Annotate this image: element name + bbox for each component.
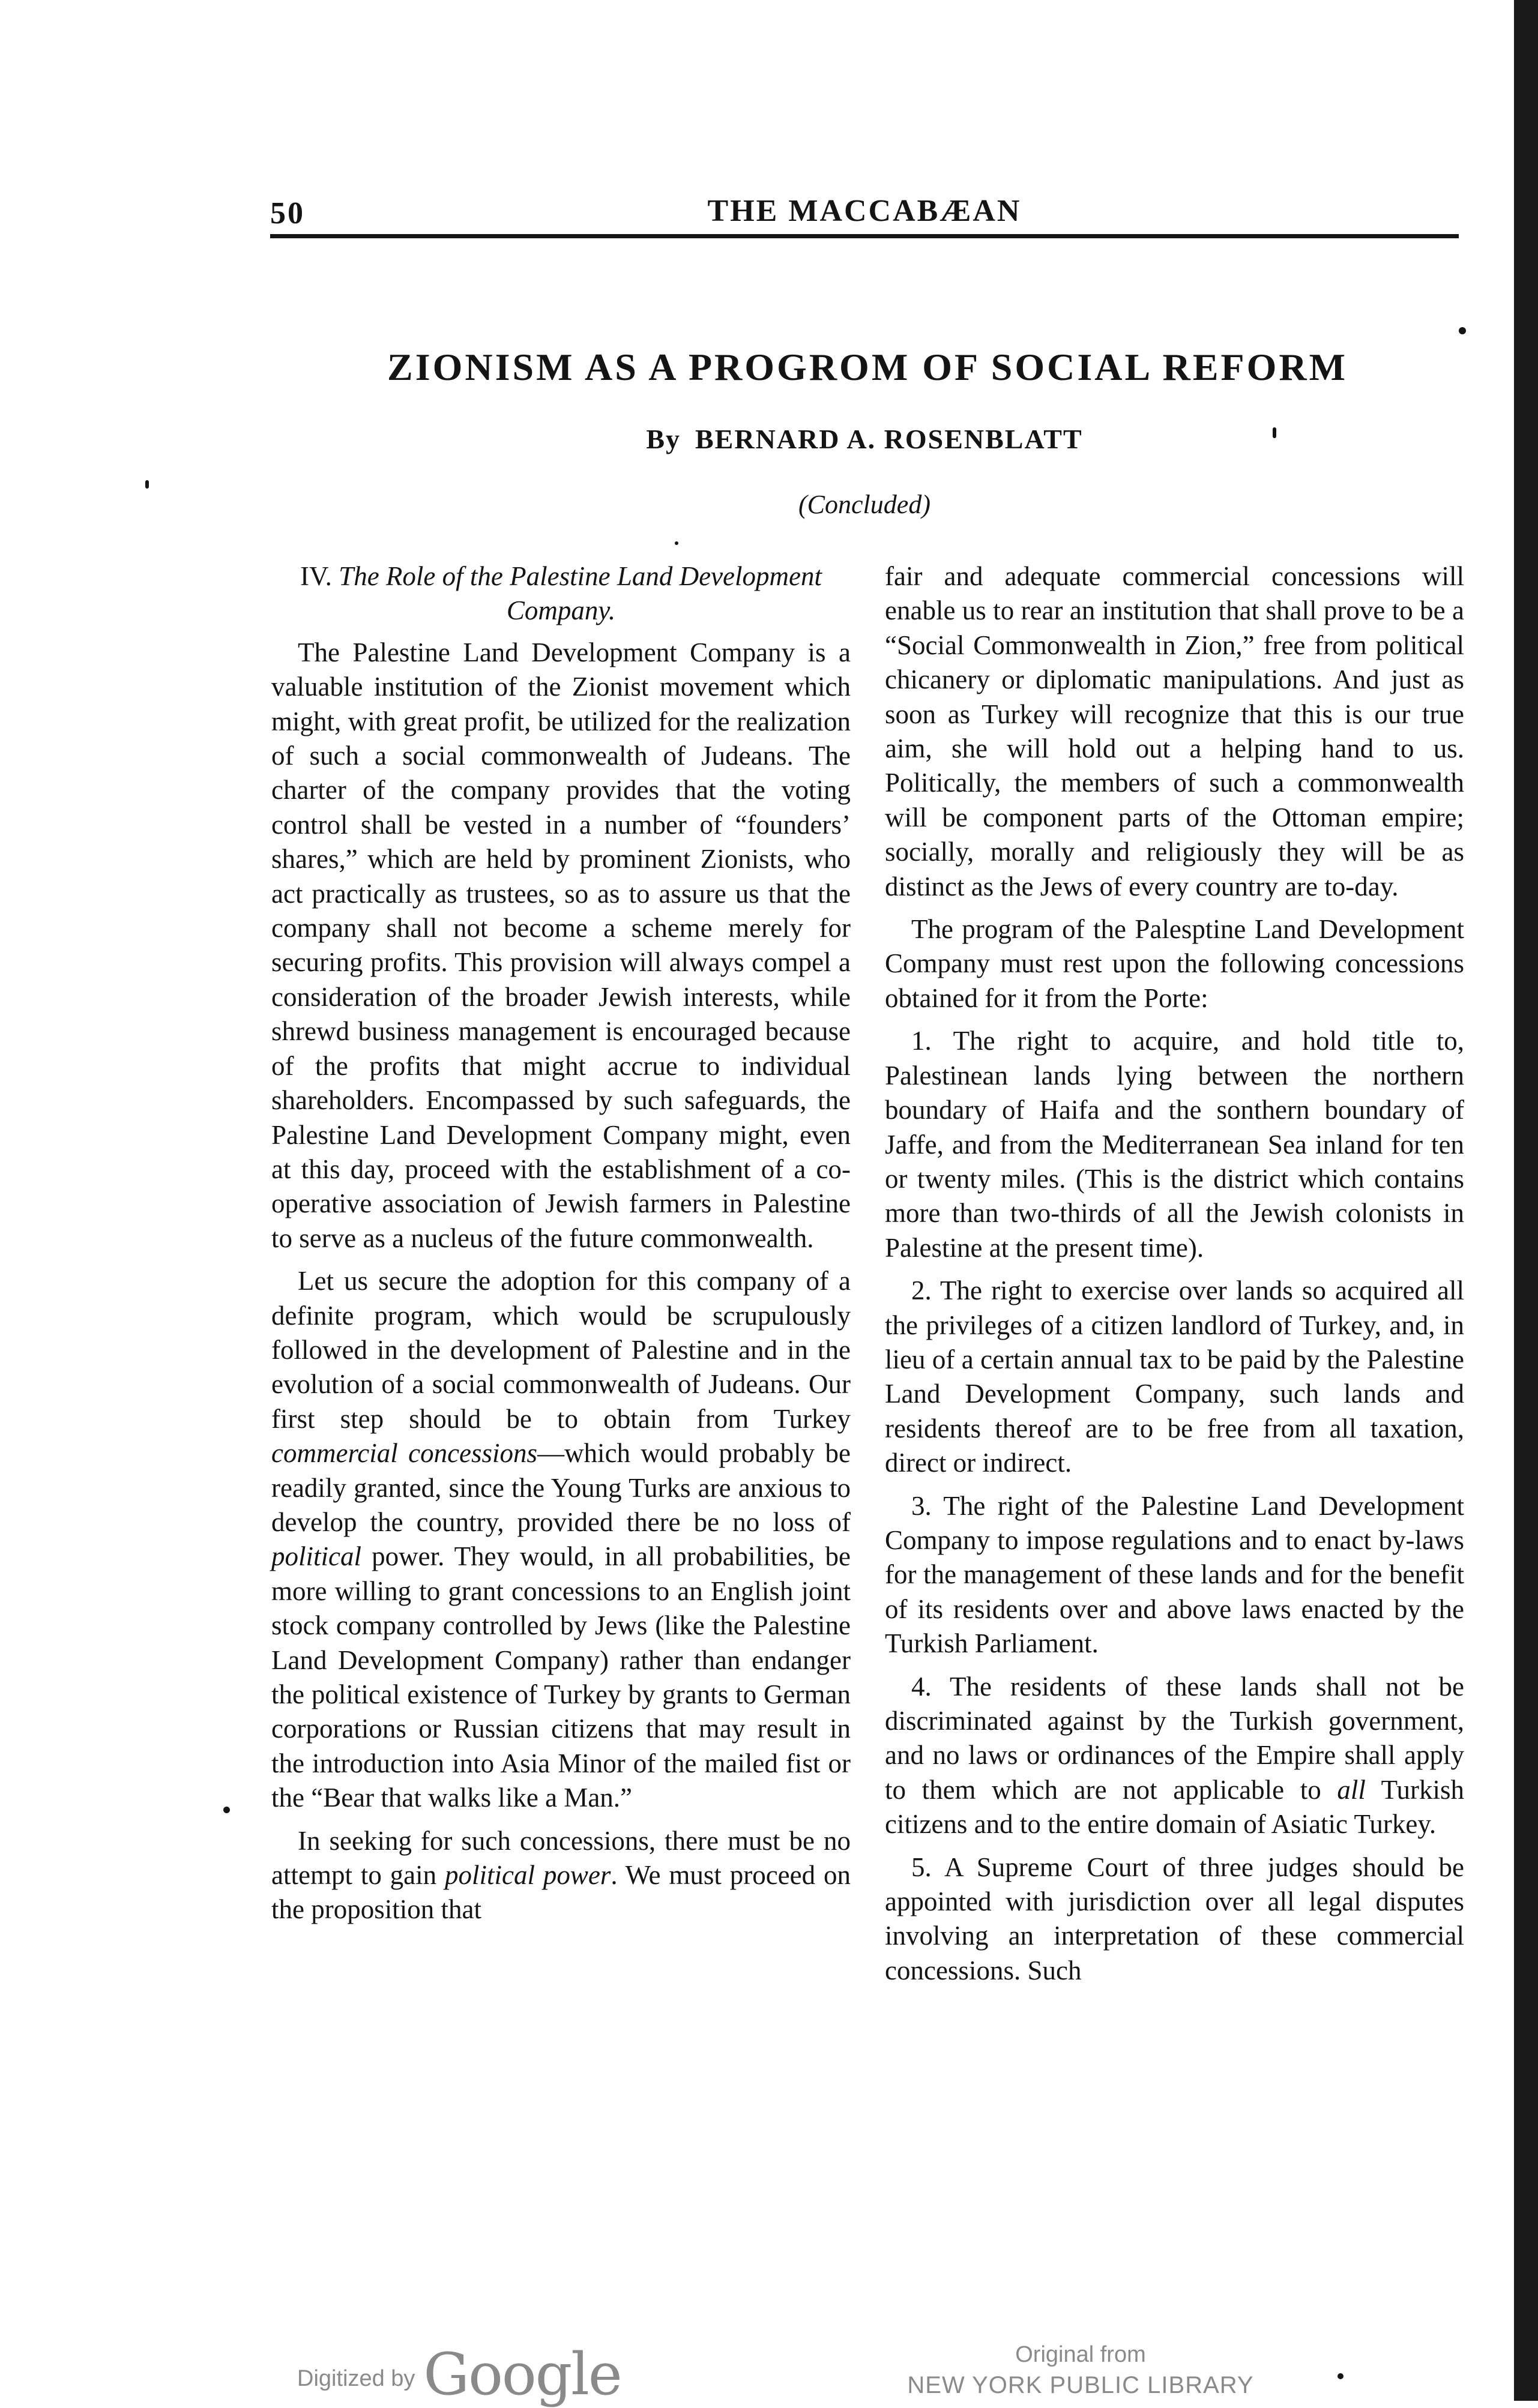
section-number: IV. xyxy=(300,561,332,591)
scan-speck xyxy=(1273,427,1276,438)
left-column xyxy=(271,559,851,1927)
page-number: 50 xyxy=(270,196,305,230)
journal-title: THE MACCABÆAN xyxy=(707,194,1022,228)
book-spine-shadow xyxy=(1514,0,1538,2401)
emphasis: political power xyxy=(445,1860,611,1891)
emphasis: commercial concessions xyxy=(271,1438,538,1469)
scan-speck xyxy=(675,541,678,545)
google-logo: Google xyxy=(423,2341,621,2408)
paragraph: The program of the Palesptine Land Development Company must rest upon the following concessions obtained for it from the Porte: xyxy=(885,914,1464,1013)
list-item: 3. The right of the Palestine Land Development Company to impose regulations and to enact by-laws for the management of these lands and for the benefit of its residents over and above laws enacted by the Turkish Parliament. xyxy=(885,1490,1464,1659)
scan-speck xyxy=(145,480,149,489)
original-from-label: Original from xyxy=(1015,2342,1146,2367)
paragraph: Let us secure the adoption for this company of a definite program, which would be scrupulously followed in the development of Palestine and in the evolution of a social commonwealth of Judeans. Our first step should be to obtain from Turkey commercial concessions—which would probably be readily granted, since the Young Turks are anxious to develop the country, provided there be no loss of political power. They would, in all probabilities, be more willing to grant concessions to an English joint stock company controlled by Jews (like the Palestine Land Development Company) rather than endanger the political existence of Turkey by grants to German corporations or Russian citizens that may result in the introduction into Asia Minor of the mailed fist or the “Bear that walks like a Man.” xyxy=(271,1266,851,1813)
paragraph: The Palestine Land Development Company is a valuable institution of the Zionist movement which might, with great profit, be utilized for the realization of such a social commonwealth of Judeans. The charter of the company provides that the voting control shall be vested in a number of “founders’ shares,” which are held by prominent Zionists, who act practically as trustees, so as to assure us that the company shall not become a scheme merely for securing profits. This provision will always compel a consideration of the broader Jewish interests, while shrewd business management is encouraged because of the profits that might accrue to individual shareholders. Encompassed by such safeguards, the Palestine Land Development Company might, even at this day, proceed with the establishment of a co-operative association of Jewish farmers in Palestine to serve as a nucleus of the future commonwealth. xyxy=(271,637,851,1253)
article-title: ZIONISM AS A PROGROM OF SOCIAL REFORM xyxy=(387,346,1348,388)
scan-speck xyxy=(223,1807,230,1813)
section-title: The Role of the Palestine Land Development Company. xyxy=(339,561,822,626)
emphasis: political xyxy=(271,1541,361,1572)
header-rule xyxy=(270,234,1459,238)
paragraph: fair and adequate commercial concessions will enable us to rear an institution that shall prove to be a “Social Commonwealth in Zion,” free from political chicanery or diplomatic manipulations. And just as soon as Turkey will recognize that this is our true aim, she will hold out a helping hand to us. Politically, the members of such a commonwealth will be component parts of the Ottoman empire; socially, morally and religiously they will be as distinct as the Jews of every country are to-day. xyxy=(885,561,1464,901)
byline xyxy=(270,423,1459,455)
paragraph: In seeking for such concessions, there must be no attempt to gain political power. We must proceed on the proposition that xyxy=(271,1825,851,1925)
emphasis: all xyxy=(1337,1774,1366,1805)
running-head xyxy=(270,191,1459,233)
digitized-by-watermark xyxy=(297,2341,621,2408)
section-heading xyxy=(271,559,851,628)
author-name: BERNARD A. ROSENBLATT xyxy=(695,424,1083,454)
byline-prefix: By xyxy=(646,424,681,454)
scan-speck xyxy=(1459,327,1466,334)
source-watermark xyxy=(900,2340,1261,2401)
list-item: 1. The right to acquire, and hold title to, Palestinean lands lying between the northern boundary of Haifa and the sonthern boundary of Jaffe, and from the Mediterranean Sea inland for ten or twenty miles. (This is the district which contains more than two-thirds of all the Jewish colonists in Palestine at the present time). xyxy=(885,1026,1464,1263)
continuation-note: (Concluded) xyxy=(798,490,930,519)
digitized-by-label: Digitized by xyxy=(297,2366,415,2391)
list-item: 2. The right to exercise over lands so acquired all the privileges of a citizen landlord of Turkey, and, in lieu of a certain annual tax to be paid by the Palestine Land Development Company, such lands and residents thereof are to be free from all taxation, direct or indirect. xyxy=(885,1275,1464,1478)
library-name: NEW YORK PUBLIC LIBRARY xyxy=(907,2372,1254,2398)
list-item: 4. The residents of these lands shall not be discriminated against by the Turkish government, and no laws or ordinances of the Empire shall apply to them which are not applicable to all Turkish citizens and to the entire domain of Asiatic Turkey. xyxy=(885,1671,1464,1840)
right-column xyxy=(885,559,1464,1988)
scan-speck xyxy=(1337,2373,1343,2379)
list-item: 5. A Supreme Court of three judges should be appointed with jurisdiction over all legal disputes involving an interpretation of these commercial concessions. Such xyxy=(885,1852,1464,1985)
